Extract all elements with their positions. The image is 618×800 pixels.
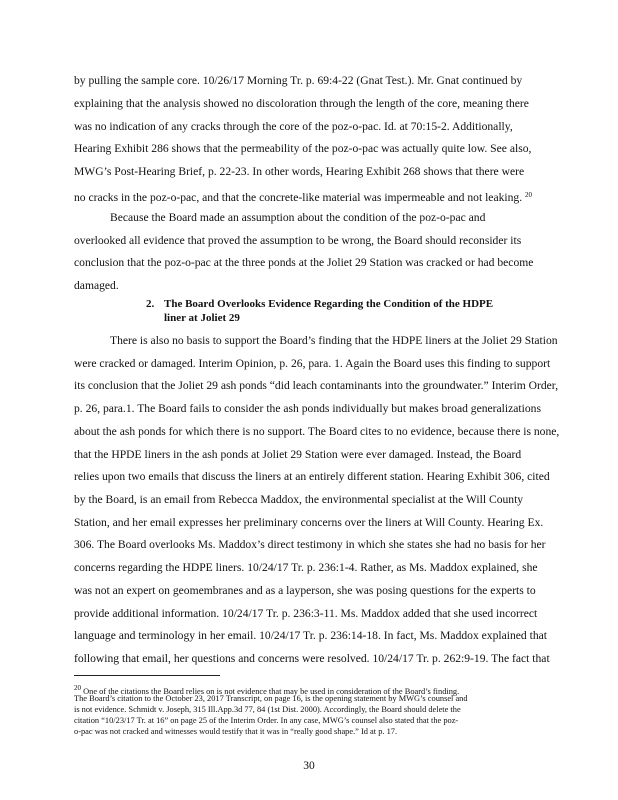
- body-line: that the HPDE liners in the ash ponds at Joliet 29 Station were ever damaged. Instead, the Board: [74, 448, 522, 461]
- body-line: Hearing Exhibit 286 shows that the permeability of the poz-o-pac was actually quite low. See also,: [74, 142, 532, 155]
- footnote-reference: 20: [525, 191, 533, 199]
- footnote-text: One of the citations the Board relies on is not evidence that may be used in consideration of the Board’s finding.: [83, 687, 460, 696]
- body-line: overlooked all evidence that proved the assumption to be wrong, the Board should reconsider its: [74, 234, 522, 247]
- body-line: Because the Board made an assumption about the condition of the poz-o-pac and: [110, 211, 486, 224]
- footnote-line: citation “10/23/17 Tr. at 16” on page 25 of the Interim Order. In any case, MWG’s counsel also stated that the poz-: [74, 716, 459, 725]
- body-line: by pulling the sample core. 10/26/17 Morning Tr. p. 69:4-22 (Gnat Test.). Mr. Gnat continued by: [74, 74, 523, 87]
- body-line: 306. The Board overlooks Ms. Maddox’s direct testimony in which she states she had no basis for her: [74, 538, 546, 551]
- body-line: explaining that the analysis showed no discoloration through the length of the core, meaning there: [74, 97, 529, 110]
- body-line: There is also no basis to support the Board’s finding that the HDPE liners at the Joliet 29 Station: [110, 334, 558, 347]
- footnote-line: The Board’s citation to the October 23, 2017 Transcript, on page 16, is the opening statement by MWG’s counsel and: [74, 694, 468, 703]
- body-line: concerns regarding the HDPE liners. 10/24/17 Tr. p. 236:1-4. Rather, as Ms. Maddox explained, she: [74, 561, 538, 574]
- page-number: 30: [303, 760, 315, 772]
- footnote-number: 20: [74, 684, 81, 692]
- body-line: conclusion that the poz-o-pac at the three ponds at the Joliet 29 Station was cracked or had become: [74, 256, 534, 269]
- body-line: was no indication of any cracks through the core of the poz-o-pac. Id. at 70:15-2. Additionally,: [74, 120, 513, 133]
- body-line: was not an expert on geomembranes and as a layperson, she was posing questions for the experts to: [74, 584, 536, 597]
- body-line: p. 26, para.1. The Board fails to consider the ash ponds individually but makes broad generalizations: [74, 402, 541, 415]
- body-line: were cracked or damaged. Interim Opinion, p. 26, para. 1. Again the Board uses this finding to support: [74, 357, 551, 370]
- body-line: its conclusion that the Joliet 29 ash ponds “did leach contaminants into the groundwater.” Interim Order,: [74, 379, 559, 392]
- footnote-line: o-pac was not cracked and witnesses would testify that it was in “really good shape.” Id at p. 17.: [74, 727, 398, 736]
- body-line: language and terminology in her email. 10/24/17 Tr. p. 236:14-18. In fact, Ms. Maddox explained that: [74, 629, 548, 642]
- body-line: relies upon two emails that discuss the liners at an entirely different station. Hearing Exhibit 306, cited: [74, 470, 550, 483]
- section-heading-line2: liner at Joliet 29: [164, 312, 240, 324]
- body-line: following that email, her questions and concerns were resolved. 10/24/17 Tr. p. 262:9-19. The fact that: [74, 652, 550, 665]
- body-line: about the ash ponds for which there is no support. The Board cites to no evidence, because there is none,: [74, 425, 560, 438]
- body-line-text: no cracks in the poz-o-pac, and that the concrete-like material was impermeable and not leaking.: [74, 191, 523, 204]
- body-line-with-footnote: [74, 188, 532, 205]
- body-line: damaged.: [74, 279, 119, 292]
- body-line: Station, and her email expresses her preliminary concerns over the liners at Will County. Hearing Ex.: [74, 516, 544, 529]
- footnote-separator: [74, 675, 220, 676]
- body-line: provide additional information. 10/24/17 Tr. p. 236:3-11. Ms. Maddox added that she used incorrect: [74, 607, 538, 620]
- section-heading-line1: The Board Overlooks Evidence Regarding the Condition of the HDPE: [164, 298, 494, 310]
- footnote-line: is not evidence. Schmidt v. Joseph, 315 Ill.App.3d 77, 84 (1st Dist. 2000). Accordingly, the Board should delete the: [74, 705, 461, 714]
- section-number: 2.: [146, 298, 155, 310]
- body-line: MWG’s Post-Hearing Brief, p. 22-23. In other words, Hearing Exhibit 268 shows that there were: [74, 165, 525, 178]
- body-line: by the Board, is an email from Rebecca Maddox, the environmental specialist at the Will County: [74, 493, 524, 506]
